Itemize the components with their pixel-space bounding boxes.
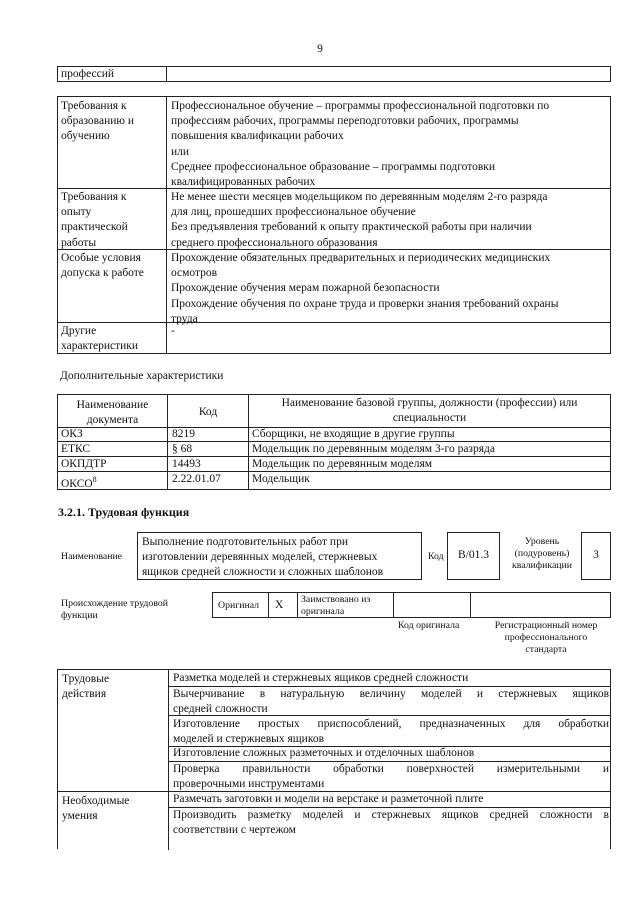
skill-2: Производить разметку моделей и стержневых ящиков средней сложности в соответствии с чертежом [173, 809, 609, 837]
name-okso: Модельщик [252, 473, 310, 485]
row-content-education: Профессиональное обучение – программы профессиональной подготовки по профессиям рабочих, программы переподготовки рабочих, программы повышения квалификации рабочих или Среднее профессиональное образование – программы подготовки квалифицированных рабочих [171, 100, 550, 189]
original-mark: X [275, 599, 284, 611]
borrowed-label: Заимствовано из оригинала [301, 594, 371, 617]
action-2: Вычерчивание в натуральную величину моделей и стержневых ящиков средней сложности [173, 688, 609, 716]
action-1: Разметка моделей и стержневых ящиков средней сложности [173, 672, 469, 684]
doc-okpdtr: ОКПДТР [61, 458, 107, 470]
prev-row-label: профессий [61, 68, 115, 80]
name-okpdtr: Модельщик по деревянным моделям [252, 458, 433, 470]
skills-label: Необходимые умения [62, 795, 130, 823]
name-etks: Модельщик по деревянным моделям 3-го разряда [252, 443, 495, 455]
actions-table [57, 669, 611, 849]
tf-name-label: Наименование [61, 551, 123, 562]
page-number: 9 [317, 43, 323, 55]
doc-okso: ОКСО$^8$ [61, 475, 97, 490]
tf-origin-table [212, 592, 611, 618]
origin-code-label: Код оригинала [398, 620, 460, 631]
header-doc: Наименование документа [76, 399, 149, 427]
row-label-experience: Требования к опыту практической работы [61, 191, 128, 249]
tf-level-label: Уровень (подуровень) квалификации [511, 536, 573, 571]
row-label-admission: Особые условия допуска к работе [61, 252, 144, 280]
original-label: Оригинал [218, 600, 260, 611]
tf-name-box: Выполнение подготовительных работ при изготовлении деревянных моделей, стержневых ящиков средней сложности и сложных шаблонов [137, 532, 422, 580]
additional-title: Дополнительные характеристики [60, 370, 224, 382]
tf-level-box: 3 [581, 532, 611, 580]
doc-etks: ЕТКС [61, 443, 91, 455]
tf-heading: 3.2.1. Трудовая функция [58, 505, 190, 519]
row-content-admission: Прохождение обязательных предварительных и периодических медицинских осмотров Прохождение обучения мерам пожарной безопасности Прохождение обучения по охране труда и проверки знания требований охраны труда [171, 252, 559, 325]
doc-okz: ОКЗ [61, 428, 83, 440]
row-label-other: Другие характеристики [61, 325, 139, 353]
requirements-table [57, 96, 611, 354]
prev-table-row [57, 66, 611, 82]
code-okso: 2.22.01.07 [172, 473, 221, 485]
code-etks: § 68 [172, 443, 193, 455]
action-5: Проверка правильности обработки поверхностей измерительными и проверочными инструментами [173, 763, 609, 791]
header-code: Код [198, 406, 218, 418]
tf-origin-label: Происхождение трудовой функции [61, 598, 168, 621]
tf-code-box: B/01.3 [447, 532, 500, 580]
reg-number-label: Регистрационный номер профессионального стандарта [494, 620, 598, 655]
tf-code-label: Код [428, 551, 444, 562]
action-3: Изготовление простых приспособлений, предназначенных для обработки моделей и стержневых ящиков [173, 718, 609, 746]
action-4: Изготовление сложных разметочных и отделочных шаблонов [173, 747, 475, 759]
name-okz: Сборщики, не входящие в другие группы [252, 428, 455, 440]
row-label-education: Требования к образованию и обучению [61, 100, 134, 143]
row-content-experience: Не менее шести месяцев модельщиком по деревянным моделям 2-го разряда для лиц, прошедших профессиональное обучение Без предъявления требований к опыту практической работы при наличии среднего профессионального образования [171, 191, 548, 249]
additional-table [57, 394, 611, 490]
header-name: Наименование базовой группы, должности (профессии) или специальности [281, 397, 578, 425]
skill-1: Размечать заготовки и модели на верстаке и разметочной плите [173, 793, 484, 805]
code-okpdtr: 14493 [172, 458, 201, 470]
actions-label: Трудовые действия [62, 673, 110, 701]
code-okz: 8219 [172, 428, 195, 440]
row-content-other: - [171, 325, 175, 337]
footnote-mark: 8 [92, 475, 97, 484]
